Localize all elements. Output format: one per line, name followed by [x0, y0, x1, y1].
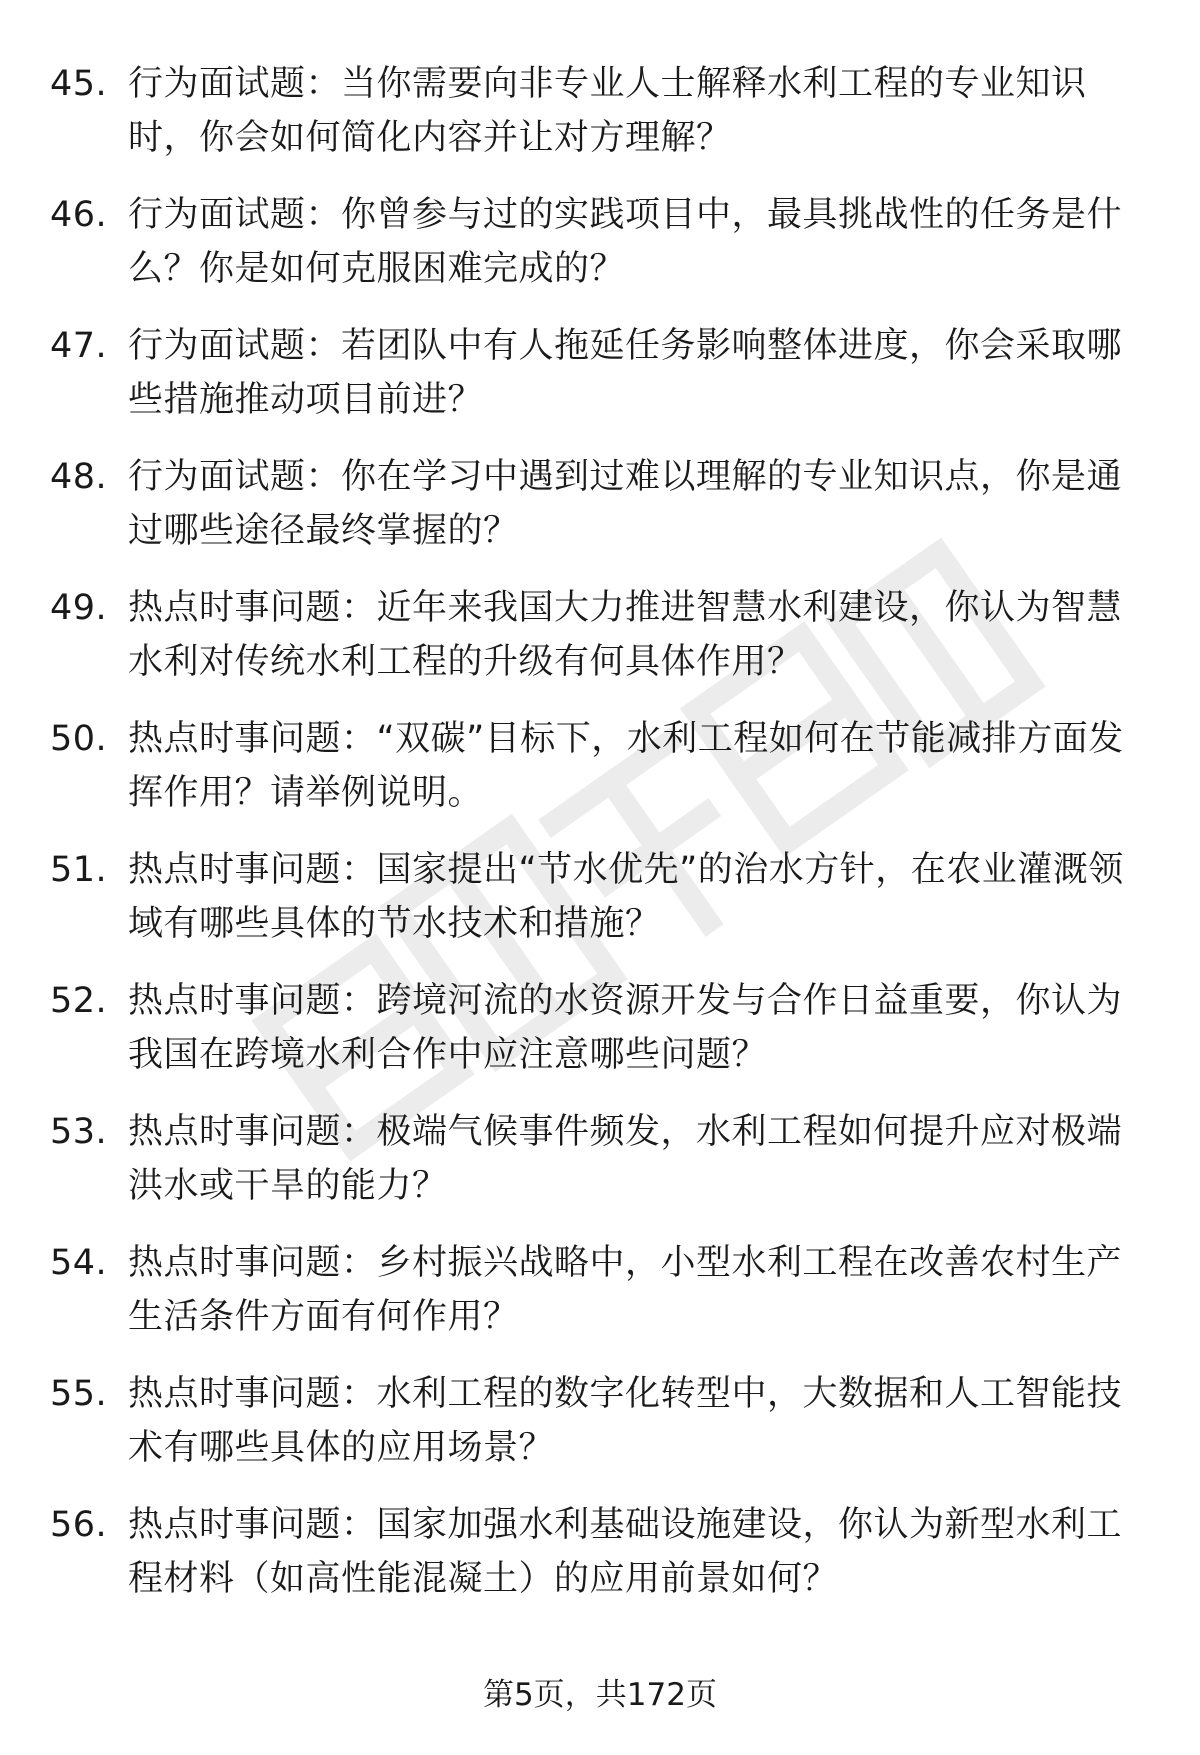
question-number: 55. — [50, 1374, 108, 1414]
question-text: 行为面试题：你曾参与过的实践项目中，最具挑战性的任务是什么？你是如何克服困难完成的？ — [128, 195, 1123, 289]
question-list — [50, 57, 1140, 1629]
question-number: 51. — [50, 850, 108, 890]
question-text: 热点时事问题：“双碳”目标下，水利工程如何在节能减排方面发挥作用？请举例说明。 — [128, 719, 1124, 813]
question-item — [50, 974, 1140, 1082]
question-item — [50, 712, 1140, 820]
question-text: 行为面试题：若团队中有人拖延任务影响整体进度，你会采取哪些措施推动项目前进？ — [128, 326, 1123, 420]
question-item — [50, 319, 1140, 427]
question-text: 热点时事问题：极端气候事件频发，水利工程如何提升应对极端洪水或干旱的能力？ — [128, 1112, 1123, 1206]
question-number: 54. — [50, 1243, 108, 1283]
question-item — [50, 1236, 1140, 1344]
question-number: 53. — [50, 1112, 108, 1152]
question-text: 热点时事问题：国家提出“节水优先”的治水方针，在农业灌溉领域有哪些具体的节水技术和措施？ — [128, 850, 1124, 944]
question-text: 行为面试题：你在学习中遇到过难以理解的专业知识点，你是通过哪些途径最终掌握的？ — [128, 457, 1123, 551]
question-number: 52. — [50, 981, 108, 1021]
question-text: 热点时事问题：跨境河流的水资源开发与合作日益重要，你认为我国在跨境水利合作中应注意哪些问题？ — [128, 981, 1123, 1075]
question-item — [50, 1367, 1140, 1475]
question-item — [50, 843, 1140, 951]
question-number: 56. — [50, 1505, 108, 1545]
page-footer — [0, 1675, 1200, 1715]
question-text: 热点时事问题：近年来我国大力推进智慧水利建设，你认为智慧水利对传统水利工程的升级有何具体作用？ — [128, 588, 1123, 682]
question-number: 49. — [50, 588, 108, 628]
question-number: 47. — [50, 326, 108, 366]
question-item — [50, 57, 1140, 165]
question-number: 50. — [50, 719, 108, 759]
question-item — [50, 581, 1140, 689]
question-number: 46. — [50, 195, 108, 235]
question-item — [50, 1105, 1140, 1213]
question-item — [50, 188, 1140, 296]
question-text: 热点时事问题：水利工程的数字化转型中，大数据和人工智能技术有哪些具体的应用场景？ — [128, 1374, 1123, 1468]
question-text: 热点时事问题：国家加强水利基础设施建设，你认为新型水利工程材料（如高性能混凝土）的应用前景如何？ — [128, 1505, 1123, 1599]
question-number: 48. — [50, 457, 108, 497]
question-number: 45. — [50, 64, 108, 104]
question-text: 热点时事问题：乡村振兴战略中，小型水利工程在改善农村生产生活条件方面有何作用？ — [128, 1243, 1123, 1337]
question-item — [50, 1498, 1140, 1606]
question-text: 行为面试题：当你需要向非专业人士解释水利工程的专业知识时，你会如何简化内容并让对方理解？ — [128, 64, 1087, 158]
question-item — [50, 450, 1140, 558]
page-number-label: 第5页，共172页 — [483, 1677, 717, 1713]
